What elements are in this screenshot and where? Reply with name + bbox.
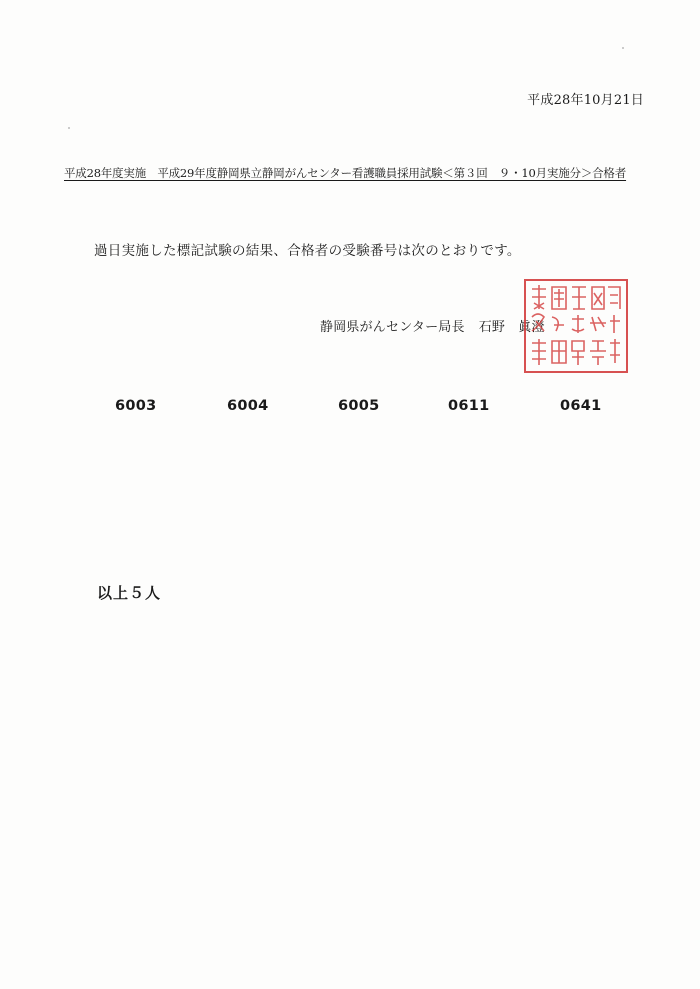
passed-numbers-row — [0, 398, 700, 422]
document-heading: 平成28年度実施 平成29年度静岡県立静岡がんセンター看護職員採用試験＜第３回 ９・10月実施分＞合格者 — [64, 166, 627, 180]
seal-stamp-icon — [526, 281, 626, 371]
scan-speck — [622, 47, 624, 49]
official-seal — [524, 279, 628, 373]
signer-line — [320, 316, 545, 335]
passed-number: 6004 — [227, 398, 269, 414]
passed-number: 6003 — [115, 398, 157, 414]
scan-speck — [68, 127, 70, 129]
document-date: 平成28年10月21日 — [527, 93, 644, 108]
passed-number: 6005 — [338, 398, 380, 414]
passed-number: 0611 — [448, 398, 490, 414]
total-count: 以上５人 — [97, 584, 162, 602]
document-body-text: 過日実施した標記試験の結果、合格者の受験番号は次のとおりです。 — [94, 243, 521, 259]
signer-name: 石野 眞澄 — [478, 320, 545, 335]
passed-number: 0641 — [560, 398, 602, 414]
signer-title: 静岡県がんセンター局長 — [320, 320, 465, 335]
